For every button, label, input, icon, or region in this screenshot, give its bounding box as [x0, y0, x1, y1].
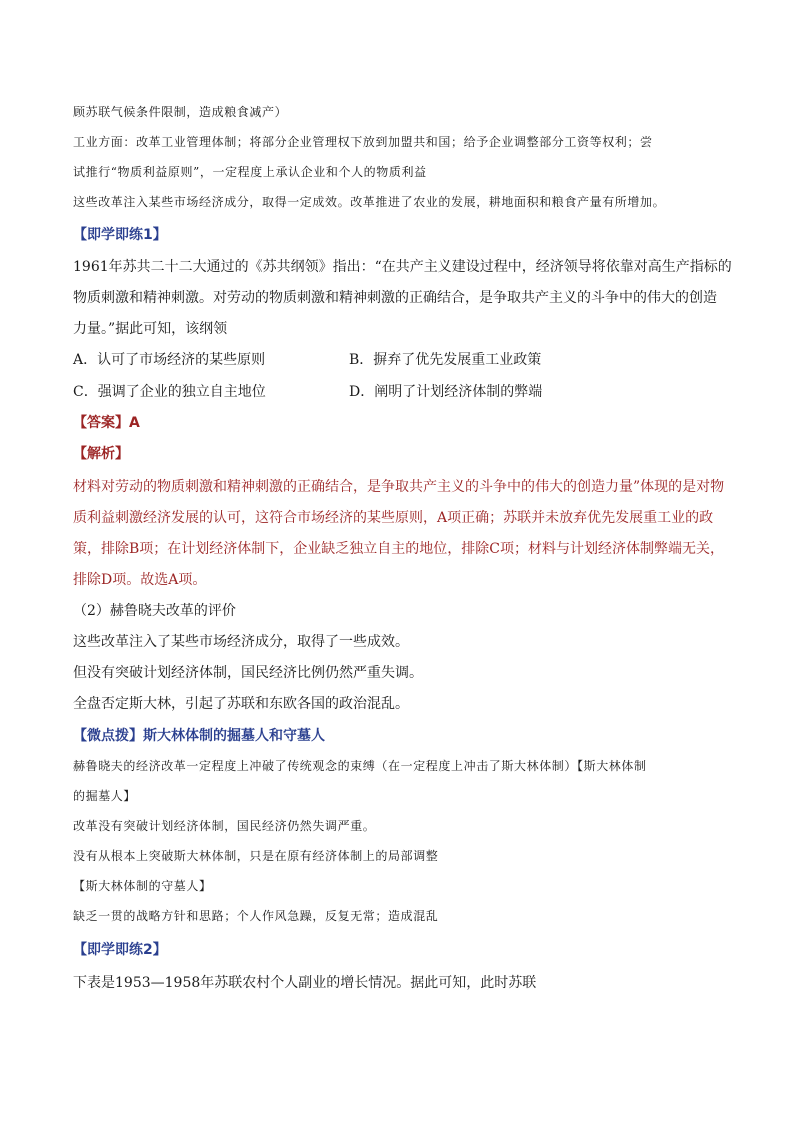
- intro-line: 这些改革注入某些市场经济成分，取得一定成效。改革推进了农业的发展，耕地面积和粮食产量有所增加。: [73, 195, 666, 209]
- analysis-line: 排除D项。故选A项。: [73, 572, 207, 588]
- option-c: C．强调了企业的独立自主地位: [73, 384, 266, 400]
- answer-label: 【答案】A: [73, 415, 140, 431]
- option-a: A．认可了市场经济的某些原则: [73, 352, 266, 368]
- analysis-line: 质利益刺激经济发展的认可，这符合市场经济的某些原则，A项正确；苏联并未放弃优先发展重工业的政: [73, 510, 714, 526]
- evaluation-line: 这些改革注入了某些市场经济成分，取得了一些成效。: [73, 634, 409, 650]
- evaluation-title: （2）赫鲁晓夫改革的评价: [73, 603, 236, 619]
- options-row: [73, 381, 625, 401]
- exercise1-question-line: 力量。”据此可知，该纲领: [73, 321, 228, 337]
- tip-line: 没有从根本上突破斯大林体制，只是在原有经济体制上的局部调整: [73, 849, 439, 863]
- tip-line: 【斯大林体制的守墓人】: [73, 879, 212, 893]
- tip-line: 缺乏一贯的战略方针和思路；个人作风急躁，反复无常；造成混乱: [73, 909, 439, 923]
- tip-line: 赫鲁晓夫的经济改革一定程度上冲破了传统观念的束缚（在一定程度上冲击了斯大林体制）【斯大林体制: [73, 759, 647, 773]
- tip-line: 的掘墓人】: [73, 789, 137, 803]
- intro-line: 工业方面：改革工业管理体制；将部分企业管理权下放到加盟共和国；给予企业调整部分工资等权利；尝: [73, 135, 653, 149]
- intro-line: 试推行“物质利益原则”，一定程度上承认企业和个人的物质利益: [73, 165, 427, 179]
- tip-line: 改革没有突破计划经济体制，国民经济仍然失调严重。: [73, 819, 376, 833]
- option-b: B．摒弃了优先发展重工业政策: [349, 352, 542, 368]
- evaluation-line: 但没有突破计划经济体制，国民经济比例仍然严重失调。: [73, 665, 423, 681]
- exercise2-heading: 【即学即练2】: [73, 942, 167, 958]
- analysis-label: 【解析】: [73, 446, 129, 462]
- intro-line: 顾苏联气候条件限制，造成粮食减产）: [73, 105, 288, 119]
- analysis-line: 材料对劳动的物质刺激和精神刺激的正确结合，是争取共产主义的斗争中的伟大的创造力量”体现的是对物: [73, 479, 725, 495]
- exercise1-question-line: 1961年苏共二十二大通过的《苏共纲领》指出：“在共产主义建设过程中，经济领导将依靠对高生产指标的: [73, 259, 732, 275]
- analysis-line: 策，排除B项；在计划经济体制下，企业缺乏独立自主的地位，排除C项；材料与计划经济体制弊端无关，: [73, 541, 724, 557]
- option-d: D．阐明了计划经济体制的弊端: [349, 384, 543, 400]
- exercise2-question: 下表是1953—1958年苏联农村个人副业的增长情况。据此可知，此时苏联: [73, 975, 537, 991]
- evaluation-line: 全盘否定斯大林，引起了苏联和东欧各国的政治混乱。: [73, 696, 409, 712]
- tip-heading: 【微点拨】斯大林体制的掘墓人和守墓人: [73, 728, 325, 744]
- options-row: [73, 349, 625, 369]
- exercise1-heading: 【即学即练1】: [73, 227, 167, 243]
- exercise1-question-line: 物质刺激和精神刺激。对劳动的物质刺激和精神刺激的正确结合，是争取共产主义的斗争中的伟大的创造: [73, 290, 717, 306]
